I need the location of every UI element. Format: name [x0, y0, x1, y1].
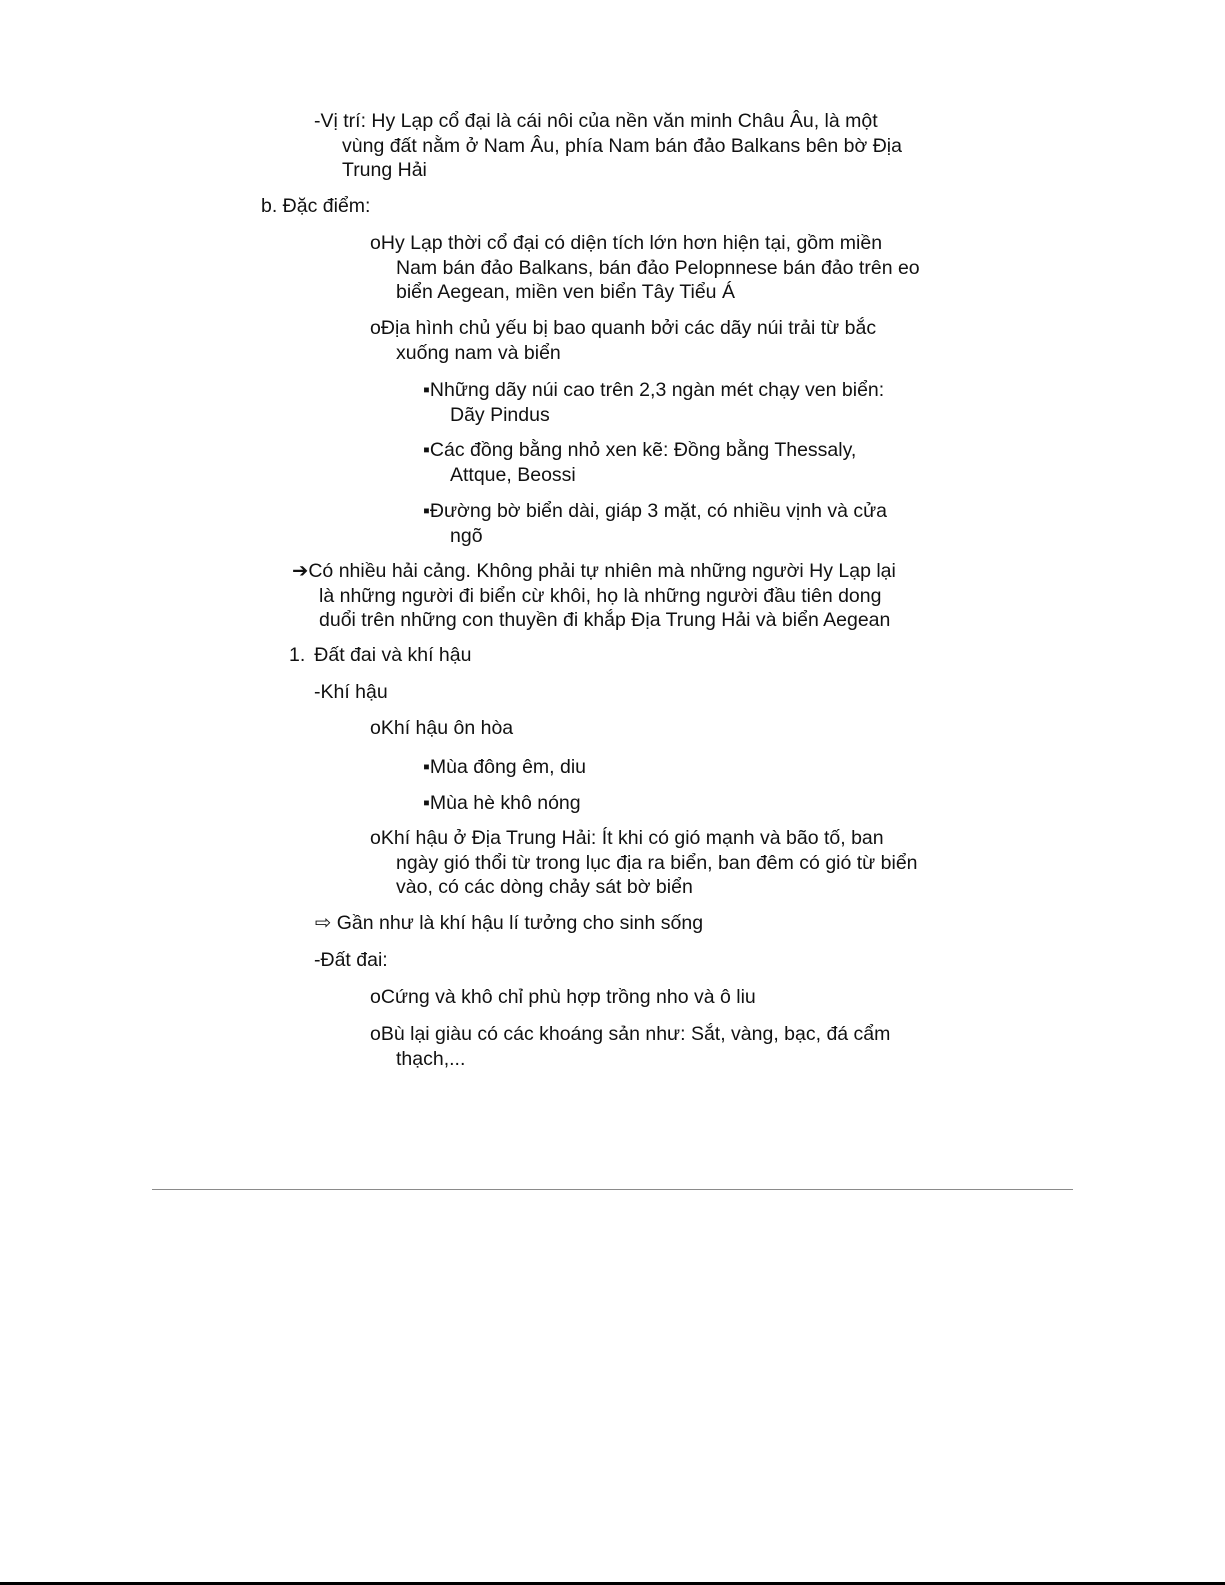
location-line-2: vùng đất nằm ở Nam Âu, phía Nam bán đảo Balkans bên bờ Địa: [342, 134, 902, 157]
feature-bullet-1-line-3: biển Aegean, miền ven biển Tây Tiểu Á: [396, 281, 735, 303]
climate-bullet-2-line-3: vào, có các dòng chảy sát bờ biển: [396, 876, 693, 898]
conclusion-line-3: duổi trên những con thuyền đi khắp Địa Trung Hải và biển Aegean: [319, 609, 891, 631]
land-bullet-2-line-2: thạch,...: [396, 1047, 466, 1070]
circle-bullet-icon: o: [370, 232, 381, 254]
climate-sub-2: [423, 791, 581, 816]
circle-bullet-icon: o: [370, 317, 381, 339]
hollow-arrow-right-icon: ⇨: [315, 912, 332, 934]
land-bullet-1-text: Cứng và khô chỉ phù hợp trồng nho và ô liu: [380, 986, 756, 1008]
feature-sub-2-line-2: Attque, Beossi: [450, 463, 576, 486]
feature-bullet-2: [370, 316, 876, 365]
feature-bullet-1-line-1: Hy Lạp thời cổ đại có diện tích lớn hơn hiện tại, gồm miền: [380, 232, 883, 254]
circle-bullet-icon: o: [370, 986, 381, 1008]
square-bullet-icon: ▪: [423, 379, 430, 401]
section-1-heading: [289, 643, 471, 668]
circle-bullet-icon: o: [370, 717, 381, 739]
climate-bullet-1: [370, 716, 513, 741]
arrow-right-icon: ➔: [292, 560, 309, 582]
square-bullet-icon: ▪: [423, 439, 430, 461]
section-title: Đất đai và khí hậu: [314, 644, 472, 666]
climate-bullet-2-line-1: Khí hậu ở Địa Trung Hải: Ít khi có gió mạnh và bão tố, ban: [380, 827, 884, 849]
climate-bullet-1-text: Khí hậu ôn hòa: [380, 717, 514, 739]
feature-sub-2: [423, 438, 856, 487]
conclusion-paragraph: [292, 559, 896, 633]
feature-sub-3: [423, 499, 887, 548]
feature-sub-3-line-2: ngõ: [450, 524, 483, 547]
climate-result: [315, 911, 703, 936]
climate-heading: -Khí hậu: [314, 681, 388, 703]
feature-sub-1-line-2: Dãy Pindus: [450, 403, 550, 426]
feature-sub-3-line-1: Đường bờ biển dài, giáp 3 mặt, có nhiều vịnh và cửa: [429, 500, 888, 522]
features-heading: b. Đặc điểm:: [261, 195, 371, 217]
climate-bullet-2-line-2: ngày gió thổi từ trong lục địa ra biển, ban đêm có gió từ biển: [396, 851, 918, 874]
feature-bullet-2-line-2: xuống nam và biển: [396, 341, 561, 364]
feature-sub-1: [423, 378, 884, 427]
circle-bullet-icon: o: [370, 1023, 381, 1045]
square-bullet-icon: ▪: [423, 792, 430, 814]
circle-bullet-icon: o: [370, 827, 381, 849]
climate-sub-1: [423, 755, 586, 780]
square-bullet-icon: ▪: [423, 756, 430, 778]
square-bullet-icon: ▪: [423, 500, 430, 522]
location-paragraph: [314, 109, 902, 183]
climate-bullet-2: [370, 826, 918, 900]
feature-bullet-2-line-1: Địa hình chủ yếu bị bao quanh bởi các dãy núi trải từ bắc: [380, 317, 877, 339]
land-bullet-2-line-1: Bù lại giàu có các khoáng sản như: Sắt, vàng, bạc, đá cẩm: [380, 1023, 891, 1045]
feature-bullet-1: [370, 231, 920, 305]
feature-sub-1-line-1: Những dãy núi cao trên 2,3 ngàn mét chạy ven biển:: [429, 379, 885, 401]
land-bullet-1: [370, 985, 756, 1010]
location-line-1: -Vị trí: Hy Lạp cổ đại là cái nôi của nền văn minh Châu Âu, là một: [314, 110, 878, 132]
feature-sub-2-line-1: Các đồng bằng nhỏ xen kẽ: Đồng bằng Thessaly,: [429, 439, 857, 461]
land-heading: -Đất đai:: [314, 949, 388, 971]
page-divider: [152, 1189, 1073, 1190]
conclusion-line-1: Có nhiều hải cảng. Không phải tự nhiên mà những người Hy Lạp lại: [308, 560, 896, 582]
climate-sub-2-text: Mùa hè khô nóng: [429, 792, 581, 814]
conclusion-line-2: là những người đi biển cừ khôi, họ là những người đầu tiên dong: [319, 584, 882, 607]
land-bullet-2: [370, 1022, 890, 1071]
climate-result-text: Gần như là khí hậu lí tưởng cho sinh sống: [331, 912, 704, 934]
climate-sub-1-text: Mùa đông êm, diu: [429, 756, 587, 778]
section-number: 1.: [289, 644, 306, 666]
feature-bullet-1-line-2: Nam bán đảo Balkans, bán đảo Pelopnnese bán đảo trên eo: [396, 256, 920, 279]
location-line-3: Trung Hải: [342, 159, 427, 181]
